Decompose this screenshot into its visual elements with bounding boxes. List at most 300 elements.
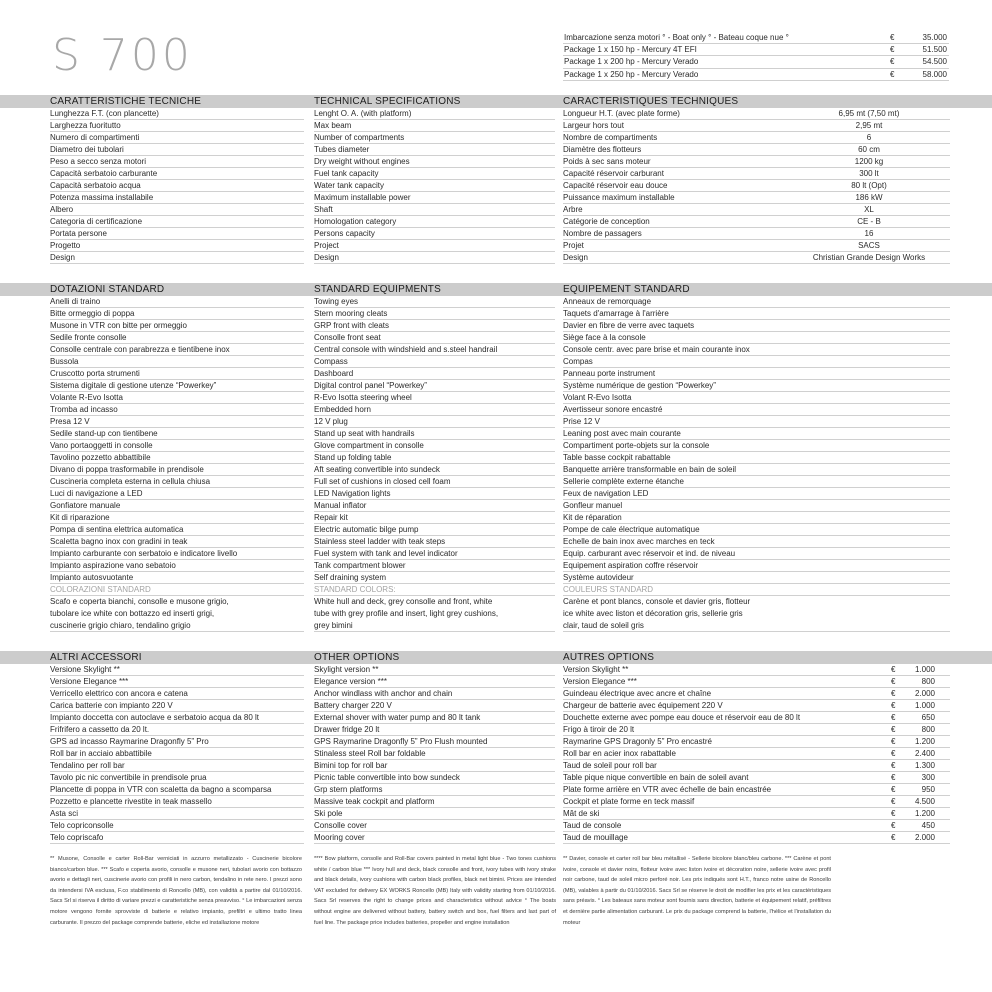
currency-symbol: € xyxy=(891,677,896,686)
currency-symbol: € xyxy=(890,57,895,67)
cell-fr-text: Echelle de bain inox avec marches en teck xyxy=(563,537,715,546)
price-amount: 54.500 xyxy=(922,57,947,67)
option-price: 1.200 xyxy=(914,809,935,818)
cell-en: Digital control panel “Powerkey” xyxy=(314,380,555,392)
cell-it: tubolare ice white con bottazzo ed inserti grigi, xyxy=(50,609,215,618)
table-row xyxy=(0,204,992,216)
cell-fr-text: Roll bar en acier inox rabattable xyxy=(563,749,676,758)
spec-value: 186 kW xyxy=(855,193,883,202)
table-row xyxy=(0,416,992,428)
cell-fr-text: Console centr. avec pare brise et main courante inox xyxy=(563,345,750,354)
cell-en: Persons capacity xyxy=(314,228,555,240)
price-row xyxy=(563,69,949,81)
specs-table xyxy=(0,108,992,264)
cell-it: Categoria di certificazione xyxy=(50,216,304,228)
cell-it: Divano di poppa trasformabile in prendisole xyxy=(50,464,304,476)
cell-fr xyxy=(563,356,950,368)
cell-it: Diametro dei tubolari xyxy=(50,144,304,156)
table-row xyxy=(0,784,992,796)
cell-fr-text: Douchette externe avec pompe eau douce et réservoir eau de 80 lt xyxy=(563,713,801,722)
cell-it: Capacità serbatoio carburante xyxy=(50,168,304,180)
option-price: 2.000 xyxy=(914,689,935,698)
cell-it: Asta sci xyxy=(50,808,304,820)
cell-fr xyxy=(563,416,950,428)
cell-it: Numero di compartimenti xyxy=(50,132,304,144)
cell-en: Ski pole xyxy=(314,808,555,820)
technical-specs-section xyxy=(0,95,992,264)
cell-it: Tavolino pozzetto abbattibile xyxy=(50,452,304,464)
cell-en: Consolle front seat xyxy=(314,332,555,344)
table-row xyxy=(0,132,992,144)
cell-fr-text: Leaning post avec main courante xyxy=(563,429,681,438)
cell-en: Stinaless steel Roll bar foldable xyxy=(314,748,555,760)
cell-fr xyxy=(563,404,950,416)
cell-fr xyxy=(563,344,950,356)
cell-fr-text: Feux de navigation LED xyxy=(563,489,649,498)
cell-fr-text: Cockpit et plate forme en teck massif xyxy=(563,797,695,806)
currency-symbol: € xyxy=(891,701,896,710)
cell-it: Bitte ormeggio di poppa xyxy=(50,308,304,320)
cell-it: Progetto xyxy=(50,240,304,252)
cell-fr-text: Siège face à la console xyxy=(563,333,646,342)
price-label: Package 1 x 150 hp - Mercury 4T EFI xyxy=(564,45,697,55)
cell-fr xyxy=(563,332,950,344)
cell-fr-text: Arbre xyxy=(563,205,583,214)
table-row xyxy=(0,584,992,596)
table-row xyxy=(0,404,992,416)
cell-fr-text: Table basse cockpit rabattable xyxy=(563,453,671,462)
price-row xyxy=(563,44,949,56)
cell-it: Tromba ad incasso xyxy=(50,404,304,416)
cell-en: grey bimini xyxy=(314,620,555,632)
table-row xyxy=(0,320,992,332)
option-price: 1.300 xyxy=(914,761,935,770)
cell-fr-text: Equip. carburant avec réservoir et ind. de niveau xyxy=(563,549,736,558)
currency-symbol: € xyxy=(891,665,896,674)
table-row xyxy=(0,144,992,156)
cell-en: Full set of cushions in closed cell foam xyxy=(314,476,555,488)
spec-value: 6 xyxy=(866,133,872,142)
price-label: Imbarcazione senza motori ° - Boat only ° - Bateau coque nue ° xyxy=(564,33,789,42)
table-row xyxy=(0,428,992,440)
cell-it: Design xyxy=(50,252,304,264)
cell-it: cuscinerie grigio chiaro, tendalino grigio xyxy=(50,620,304,632)
table-row xyxy=(0,228,992,240)
cell-en: Tank compartment blower xyxy=(314,560,555,572)
cell-fr xyxy=(563,572,950,584)
cell-fr xyxy=(563,548,950,560)
table-row xyxy=(0,596,992,608)
cell-en: GRP front with cleats xyxy=(314,320,555,332)
currency-symbol: € xyxy=(891,749,896,758)
cell-fr-text: Système autovideur xyxy=(563,573,634,582)
table-row xyxy=(0,332,992,344)
cell-en: Compass xyxy=(314,356,555,368)
currency-symbol: € xyxy=(890,69,895,79)
cell-it: Portata persone xyxy=(50,228,304,240)
cell-fr-text: Prise 12 V xyxy=(563,417,600,426)
cell-it: Telo copriconsolle xyxy=(50,820,304,832)
table-row xyxy=(0,156,992,168)
cell-fr-text: Taud de soleil pour roll bar xyxy=(563,761,657,770)
cell-it: Carica batterie con impianto 220 V xyxy=(50,700,304,712)
table-row xyxy=(0,216,992,228)
cell-fr-text: ice white avec liston et décoration gris, sellerie gris xyxy=(563,609,743,618)
spec-value: 1200 kg xyxy=(854,157,884,166)
cell-fr-text: Panneau porte instrument xyxy=(563,369,656,378)
cell-fr-text: Diamètre des flotteurs xyxy=(563,145,642,154)
cell-fr xyxy=(563,464,950,476)
cell-en: Stand up folding table xyxy=(314,452,555,464)
option-price: 800 xyxy=(921,677,935,686)
cell-it: Roll bar in acciaio abbattibile xyxy=(50,748,304,760)
spec-value: 60 cm xyxy=(858,145,880,154)
cell-it: Scafo e coperta bianchi, consolle e musone grigio, xyxy=(50,597,229,606)
cell-it: Volante R-Evo Isotta xyxy=(50,392,304,404)
cell-fr xyxy=(563,620,950,632)
cell-it: Vano portaoggetti in consolle xyxy=(50,440,304,452)
cell-fr-text: Kit de réparation xyxy=(563,513,622,522)
option-price: 650 xyxy=(921,713,935,722)
spec-value: 2,95 mt xyxy=(855,121,883,130)
section-header xyxy=(0,283,992,296)
cell-fr xyxy=(563,476,950,488)
cell-en: Repair kit xyxy=(314,512,555,524)
cell-it: Luci di navigazione a LED xyxy=(50,488,304,500)
currency-symbol: € xyxy=(891,725,896,734)
currency-symbol: € xyxy=(890,33,895,42)
cell-en: Lenght O. A. (with platform) xyxy=(314,108,555,120)
spec-value: 6,95 mt (7,50 mt) xyxy=(838,109,900,118)
cell-fr xyxy=(563,380,950,392)
table-row xyxy=(0,524,992,536)
cell-en: tube with grey profile and insert, light grey cushions, xyxy=(314,609,499,618)
cell-fr-text: Catégorie de conception xyxy=(563,217,650,226)
cell-en: Central console with windshield and s.steel handrail xyxy=(314,344,555,356)
cell-en: Massive teak cockpit and platform xyxy=(314,796,555,808)
options-section xyxy=(0,651,992,844)
cell-fr-text: Davier en fibre de verre avec taquets xyxy=(563,321,695,330)
cell-fr-text: Capacité réservoir carburant xyxy=(563,169,664,178)
table-row xyxy=(0,536,992,548)
table-row xyxy=(0,796,992,808)
cell-fr xyxy=(563,500,950,512)
header-it: DOTAZIONI STANDARD xyxy=(50,284,165,295)
cell-fr-text: Poids à sec sans moteur xyxy=(563,157,651,166)
cell-en: Towing eyes xyxy=(314,296,555,308)
cell-it: Sedile fronte consolle xyxy=(50,332,304,344)
price-amount: 35.000 xyxy=(922,33,947,42)
spec-value: Christian Grande Design Works xyxy=(812,253,926,262)
table-row xyxy=(0,168,992,180)
cell-en: Consolle cover xyxy=(314,820,555,832)
table-row xyxy=(0,676,992,688)
cell-fr-text: Volant R-Evo Isotta xyxy=(563,393,632,402)
cell-en: Skylight version ** xyxy=(314,664,555,676)
table-row xyxy=(0,548,992,560)
currency-symbol: € xyxy=(891,689,896,698)
cell-fr-text: Version Elegance *** xyxy=(563,677,637,686)
cell-it: COLORAZIONI STANDARD xyxy=(50,584,304,596)
table-row xyxy=(0,608,992,620)
cell-en: STANDARD COLORS: xyxy=(314,584,555,596)
cell-en: Dashboard xyxy=(314,368,555,380)
table-row xyxy=(0,368,992,380)
table-row xyxy=(0,664,992,676)
section-header xyxy=(0,95,992,108)
cell-it: Presa 12 V xyxy=(50,416,304,428)
table-row xyxy=(0,240,992,252)
cell-fr-text: Taud de mouillage xyxy=(563,833,628,842)
cell-it: Kit di riparazione xyxy=(50,512,304,524)
cell-it: Capacità serbatoio acqua xyxy=(50,180,304,192)
cell-fr-text: Guindeau électrique avec ancre et chaîne xyxy=(563,689,712,698)
header-it: ALTRI ACCESSORI xyxy=(50,652,142,663)
option-price: 1.000 xyxy=(914,665,935,674)
cell-fr-text: Design xyxy=(563,253,588,262)
cell-en: Manual inflator xyxy=(314,500,555,512)
currency-symbol: € xyxy=(891,821,896,830)
table-row xyxy=(0,108,992,120)
spec-value: 300 lt xyxy=(859,169,879,178)
cell-en: Battery charger 220 V xyxy=(314,700,555,712)
table-row xyxy=(0,736,992,748)
table-row xyxy=(0,392,992,404)
header-en: TECHNICAL SPECIFICATIONS xyxy=(314,96,461,107)
cell-it: Pompa di sentina elettrica automatica xyxy=(50,524,304,536)
spec-value: 80 lt (Opt) xyxy=(851,181,887,190)
cell-fr xyxy=(563,560,950,572)
cell-it: Verricello elettrico con ancora e catena xyxy=(50,688,304,700)
table-row xyxy=(0,724,992,736)
cell-it: Impianto doccetta con autoclave e serbatoio acqua da 80 lt xyxy=(50,712,304,724)
table-row xyxy=(0,620,992,632)
cell-fr-text: COULEURS STANDARD xyxy=(563,585,654,594)
cell-fr-text: Equipement aspiration coffre réservoir xyxy=(563,561,699,570)
table-row xyxy=(0,772,992,784)
header-en: OTHER OPTIONS xyxy=(314,652,400,663)
cell-fr-text: Capacité réservoir eau douce xyxy=(563,181,668,190)
cell-fr-text: Chargeur de batterie avec équipement 220 V xyxy=(563,701,723,710)
cell-it: GPS ad incasso Raymarine Dragonfly 5” Pro xyxy=(50,736,304,748)
table-row xyxy=(0,572,992,584)
cell-fr-text: Avertisseur sonore encastré xyxy=(563,405,663,414)
cell-en: Dry weight without engines xyxy=(314,156,555,168)
cell-it: Lunghezza F.T. (con plancette) xyxy=(50,108,304,120)
cell-en: Project xyxy=(314,240,555,252)
table-row xyxy=(0,120,992,132)
table-row xyxy=(0,464,992,476)
cell-it: Plancette di poppa in VTR con scaletta da bagno a scomparsa xyxy=(50,784,304,796)
cell-en: Picnic table convertible into bow sundeck xyxy=(314,772,555,784)
table-row xyxy=(0,440,992,452)
table-row xyxy=(0,760,992,772)
cell-fr xyxy=(563,308,950,320)
spec-value: SACS xyxy=(858,241,880,250)
table-row xyxy=(0,688,992,700)
cell-fr xyxy=(563,584,950,596)
cell-fr-text: Raymarine GPS Dragonly 5” Pro encastré xyxy=(563,737,712,746)
model-title: S 700 xyxy=(52,30,193,81)
cell-en: Stand up seat with handrails xyxy=(314,428,555,440)
table-row xyxy=(0,808,992,820)
table-row xyxy=(0,476,992,488)
cell-it: Albero xyxy=(50,204,304,216)
table-row xyxy=(0,748,992,760)
currency-symbol: € xyxy=(891,737,896,746)
table-row xyxy=(0,344,992,356)
price-row xyxy=(563,32,949,44)
cell-fr xyxy=(563,512,950,524)
cell-en: Self draining system xyxy=(314,572,555,584)
currency-symbol: € xyxy=(891,785,896,794)
table-row xyxy=(0,452,992,464)
cell-it: Telo copriscafo xyxy=(50,832,304,844)
cell-it: Cuscineria completa esterna in cellula chiusa xyxy=(50,476,304,488)
cell-it: Versione Elegance *** xyxy=(50,676,304,688)
cell-en: Maximum installable power xyxy=(314,192,555,204)
cell-en: Shaft xyxy=(314,204,555,216)
cell-fr-text: Nombre de compartiments xyxy=(563,133,658,142)
cell-en: Design xyxy=(314,252,555,264)
price-label: Package 1 x 250 hp - Mercury Verado xyxy=(564,69,699,79)
table-row xyxy=(0,820,992,832)
currency-symbol: € xyxy=(891,833,896,842)
option-price: 1.200 xyxy=(914,737,935,746)
table-row xyxy=(0,500,992,512)
cell-fr xyxy=(563,320,950,332)
table-row xyxy=(0,560,992,572)
option-price: 1.000 xyxy=(914,701,935,710)
table-row xyxy=(0,700,992,712)
cell-en: Water tank capacity xyxy=(314,180,555,192)
cell-en: Elegance version *** xyxy=(314,676,555,688)
cell-fr-text: Version Skylight ** xyxy=(563,665,629,674)
header-fr: CARACTERISTIQUES TECHNIQUES xyxy=(563,96,739,107)
cell-fr-text: clair, taud de soleil gris xyxy=(563,621,644,630)
cell-en: GPS Raymarine Dragonfly 5” Pro Flush mounted xyxy=(314,736,555,748)
cell-it: Frifrifero a cassetto da 20 lt. xyxy=(50,724,304,736)
header-fr: AUTRES OPTIONS xyxy=(563,652,655,663)
cell-en: External shover with water pump and 80 lt tank xyxy=(314,712,555,724)
cell-fr-text: Gonfleur manuel xyxy=(563,501,623,510)
options-table xyxy=(0,664,992,844)
cell-fr xyxy=(563,452,950,464)
cell-en: Aft seating convertible into sundeck xyxy=(314,464,555,476)
cell-it: Sistema digitale di gestione utenze “Powerkey” xyxy=(50,380,304,392)
table-row xyxy=(0,180,992,192)
spec-value: 16 xyxy=(864,229,874,238)
cell-fr xyxy=(563,392,950,404)
cell-fr xyxy=(563,488,950,500)
cell-it: Pozzetto e plancette rivestite in teak massello xyxy=(50,796,304,808)
option-price: 800 xyxy=(921,725,935,734)
cell-it: Scaletta bagno inox con gradini in teak xyxy=(50,536,304,548)
currency-symbol: € xyxy=(891,797,896,806)
cell-en: Tubes diameter xyxy=(314,144,555,156)
cell-en: Homologation category xyxy=(314,216,555,228)
table-row xyxy=(0,712,992,724)
footnote-fr: ** Davier, console et carter roll bar bleu métallisé - Sellerie bicolore blanc/bleu carbone. *** Carène et pont ivoire, console et davier noirs, flotteur ivoire avec liston ivoire et décoration noire, sellerie ivoire avec profil noir carbone, taud de soleil micro perforé noir. Les prix indiqués sont H.T., franco notre usine de Roncello (MB), valables à partir du 01/10/2016. Sacs Srl se réserve le droit de modifier les prix et les caractéristiques sans préavis. ° Les bateaux sans moteur sont fournis sans direction, batterie et équipement relatif, préfiltres et dernière partie alimentation carburant. Le prix du package comprend la batterie, l'hélice et l'installation du moteur xyxy=(563,856,831,926)
currency-symbol: € xyxy=(891,773,896,782)
cell-fr-text: Projet xyxy=(563,241,584,250)
cell-fr xyxy=(563,368,950,380)
cell-it: Sedile stand-up con tientibene xyxy=(50,428,304,440)
cell-en: R-Evo Isotta steering wheel xyxy=(314,392,555,404)
table-row xyxy=(0,192,992,204)
cell-it: Versione Skylight ** xyxy=(50,664,304,676)
currency-symbol: € xyxy=(891,713,896,722)
table-row xyxy=(0,296,992,308)
cell-fr-text: Compas xyxy=(563,357,593,366)
currency-symbol: € xyxy=(891,761,896,770)
table-row xyxy=(0,832,992,844)
cell-fr xyxy=(563,440,950,452)
standard-table xyxy=(0,296,992,632)
cell-en: Glove compartment in consolle xyxy=(314,440,555,452)
table-row xyxy=(0,252,992,264)
header-it: CARATTERISTICHE TECNICHE xyxy=(50,96,202,107)
table-row xyxy=(0,488,992,500)
spec-value: CE - B xyxy=(857,217,881,226)
cell-fr-text: Frigo à tiroir de 20 lt xyxy=(563,725,635,734)
currency-symbol: € xyxy=(891,809,896,818)
price-row xyxy=(563,56,949,68)
cell-it: Tavolo pic nic convertibile in prendisole prua xyxy=(50,772,304,784)
cell-fr-text: Système numérique de gestion “Powerkey” xyxy=(563,381,716,390)
cell-it: Tendalino per roll bar xyxy=(50,760,304,772)
cell-en: Fuel tank capacity xyxy=(314,168,555,180)
cell-fr-text: Compartiment porte-objets sur la console xyxy=(563,441,710,450)
cell-fr xyxy=(563,536,950,548)
header-fr: EQUIPEMENT STANDARD xyxy=(563,284,690,295)
cell-it: Impianto autosvuotante xyxy=(50,572,304,584)
price-amount: 51.500 xyxy=(922,45,947,55)
option-price: 4.500 xyxy=(914,797,935,806)
cell-en: Stainless steel ladder with teak steps xyxy=(314,536,555,548)
table-row xyxy=(0,512,992,524)
cell-en: White hull and deck, grey consolle and front, white xyxy=(314,597,493,606)
section-header xyxy=(0,651,992,664)
cell-fr-text: Taquets d'amarrage à l'arrière xyxy=(563,309,669,318)
cell-it: Peso a secco senza motori xyxy=(50,156,304,168)
cell-fr-text: Mât de ski xyxy=(563,809,600,818)
cell-en: Drawer fridge 20 lt xyxy=(314,724,555,736)
cell-fr-text: Puissance maximum installable xyxy=(563,193,675,202)
cell-en: Fuel system with tank and level indicator xyxy=(314,548,555,560)
table-row xyxy=(0,308,992,320)
cell-fr xyxy=(563,296,950,308)
price-amount: 58.000 xyxy=(922,69,947,79)
cell-fr xyxy=(563,524,950,536)
cell-fr-text: Taud de console xyxy=(563,821,622,830)
option-price: 450 xyxy=(921,821,935,830)
cell-fr-text: Anneaux de remorquage xyxy=(563,297,652,306)
cell-it: Gonfiatore manuale xyxy=(50,500,304,512)
cell-it: Musone in VTR con bitte per ormeggio xyxy=(50,320,304,332)
cell-en: Max beam xyxy=(314,120,555,132)
table-row xyxy=(0,380,992,392)
cell-en: Stern mooring cleats xyxy=(314,308,555,320)
cell-en: Anchor windlass with anchor and chain xyxy=(314,688,555,700)
cell-fr-text: Sellerie complète externe étanche xyxy=(563,477,684,486)
table-row xyxy=(0,356,992,368)
footnote-it: ** Musone, Consolle e carter Roll-Bar verniciati in azzurro metallizzato - Cuscinerie bicolore bianco/carbon blue. *** Scafo e coperta avorio, consolle e musone neri, tubolari avorio con bottazzo avorio e dettagli neri, cuscinerie avorio con profili in nero carbon, tendalino in rete nero. I prezzi sono da intendersi IVA esclusa, F.co stabilimento di Roncello (MB), con validità a partire dal 01/10/2016. Sacs Srl si riserva il diritto di variare prezzi e caratteristiche senza preavviso. ° Le imbarcazioni senza motore vengono fornite sprovviste di batterie e relativo impianto, prefiltri e ultimo tratto linea carburante. Il prezzo del package comprende batterie, eliche ed installazione motore xyxy=(50,856,302,926)
footnote-en: **** Bow platform, consolle and Roll-Bar covers painted in metal light blue - Two tones cushions white / carbon blue *** Ivory hull and deck, black consolle and front, ivory tubes with ivory strake and black details, ivory cushions with carbon black profiles, black net bimini. Prices are intended VAT excluded for delivery EX WORKS Roncello (MB) Italy with validity starting from 01/10/2016. Sacs Srl reserves the right to change prices and characteristics without advice ° The boats without engine are delivered without battery, battery switch and box, fuel filters and last part of fuel line. The package price includes batteries, propeller and engine installation xyxy=(314,856,556,926)
currency-symbol: € xyxy=(890,45,895,55)
cell-fr xyxy=(563,428,950,440)
cell-fr-text: Pompe de cale électrique automatique xyxy=(563,525,700,534)
